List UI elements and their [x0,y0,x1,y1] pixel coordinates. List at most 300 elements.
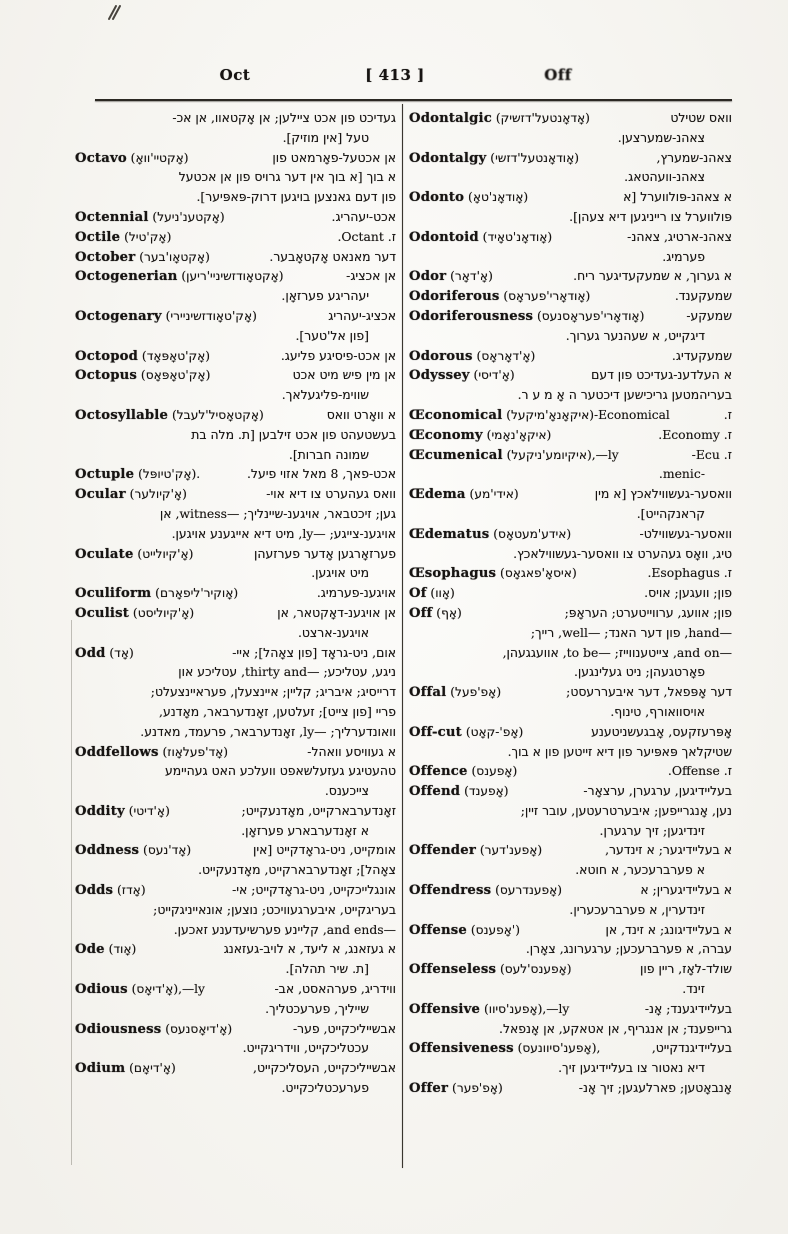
headword-group [409,959,571,979]
headword-text: Ode [75,942,105,958]
dictionary-entry [409,108,732,148]
dictionary-entry [409,880,732,920]
entry-first-line [409,108,732,128]
definition-text: ז. Octant. [337,228,396,244]
header-rule [95,99,732,101]
definition-line: בעשטעהט פון אכט זילבען [ת. מלה בת [191,426,396,442]
headword-text: Odiousness [75,1021,162,1037]
entry-first-line [75,840,396,860]
headword-group [75,266,284,286]
dictionary-entry [409,959,732,999]
headword-text: Offense [409,922,468,938]
definition-text: א געוויסע וואהל- [307,743,396,759]
dictionary-entry [75,939,396,979]
headword-text: Œcumenical [409,447,503,463]
definition-line: זינדערין, א פערברעכערין. [569,901,705,917]
dictionary-entry [75,464,396,484]
headword-group [75,583,238,603]
headword-text: Œdema [409,487,466,503]
headword-text: Odds [75,883,114,899]
entry-first-line [409,999,732,1019]
definition-line: גען; זיכטבאר, אויגענ-שיינליך; —witness, אן [159,505,396,521]
pronunciation-text: (אָקטאָודזשיניי'ריען) [177,269,284,284]
pronunciation-text: (אָקטענ'ניעל) [148,209,225,224]
definition-text: אכציג-יעהריג [328,307,396,323]
pronunciation-text: (אָד'נעס) [139,843,192,858]
pronunciation-text: (אָוו) [426,586,455,601]
headword-text: Off [409,605,433,621]
definition-text: אומקייט, ניט-גראָדקייט [אין [253,842,396,858]
pronunciation-text: (אָפענס'לעס) [496,962,572,977]
entry-first-line [409,148,732,168]
dictionary-entry [409,365,732,405]
pronunciation-text: (אָפענס') [467,922,520,937]
pronunciation-text: (אידי'מע) [465,487,519,502]
pronunciation-text: (אָפענד) [460,784,509,799]
headword-group [409,286,590,306]
dictionary-entry [409,524,732,564]
entry-first-line [409,524,732,544]
pronunciation-text: (אָק'טיל) [120,229,172,244]
definition-text: ז. [723,406,732,422]
headword-text: Ocular [75,487,126,503]
headword-group [409,148,579,168]
headword-text: Offenseless [409,962,497,978]
entry-first-line [75,544,396,564]
headword-group [409,524,571,544]
headword-text: Offender [409,843,476,859]
entry-first-line [409,266,732,286]
headword-text: Offend [409,784,461,800]
definition-line: צאהנ-וועהטאג. [624,169,705,185]
pronunciation-text: (איקאָנאָ'מיקעל)-Economical [502,407,670,422]
dictionary-entry [75,643,396,742]
headword-group [409,682,501,702]
definition-text: א בעליידיגונג; א זינד, אן [605,921,732,937]
definition-line: עכטליכקייט, ווידריגקייט. [242,1040,369,1056]
pronunciation-text: (אָד) [105,645,134,660]
entry-first-line [409,405,732,425]
headword-text: Œsophagus [409,566,497,582]
headword-text: Odonto [409,190,465,206]
definition-text: אבשייליכקייט, פער- [292,1020,396,1036]
entry-first-line [409,445,732,465]
headword-group [75,484,187,504]
headword-group [409,365,515,385]
entry-first-line [409,306,732,326]
entry-first-line [409,227,732,247]
dictionary-entry [409,682,732,722]
dictionary-entry [75,365,396,405]
column-right [409,108,732,1098]
definition-text: וואסער-געשווילט- [639,525,732,541]
entry-first-line [75,247,396,267]
headword-group [409,346,535,366]
headword-group [75,643,134,663]
definition-line: מיט אויגען. [311,565,369,581]
headword-group [409,306,644,326]
definition-text: צאהנ-ארטיג, צאהנ- [627,228,732,244]
headword-text: Oculate [75,546,134,562]
headword-text: Octavo [75,150,127,166]
guide-word-left: Oct [219,66,251,84]
entry-first-line [409,346,732,366]
definition-line: שווימ-פליגעלאך. [281,387,369,403]
dictionary-entry [409,286,732,306]
headword-text: Odious [75,982,128,998]
dictionary-entry [75,207,396,227]
definition-text: ווידריג, פערהאסט, אב- [274,981,396,997]
pronunciation-text: (אָ'קיוליסט) [129,605,195,620]
definition-line: זינד. [682,981,705,997]
definition-line: -menic. [658,466,705,482]
definition-text: ז. Offense. [667,763,732,779]
pronunciation-text: (אָודאָנ'טאָיד) [478,229,553,244]
definition-line: גרייפענד; אן אנגריף, אן אטאקע, אן אָנפאל. [499,1020,732,1036]
definition-text: זאָנדערבארקייט, מאָדנעקייט; [241,802,396,818]
headword-text: Offence [409,764,468,780]
headword-text: Oddity [75,803,125,819]
headword-text: Œdematus [409,526,490,542]
definition-text: אָפּרעזקעס, אָבגעשניטענע [591,723,732,739]
headword-text: Offensiveness [409,1041,514,1057]
entry-first-line [409,682,732,702]
definition-line: פאָרטגעהן; ניט געלינגען. [573,664,705,680]
dictionary-entry [409,563,732,583]
headword-text: Octile [75,229,121,245]
dictionary-entry [409,306,732,346]
headword-group [409,425,551,445]
dictionary-entry [75,840,396,880]
entry-first-line [75,742,396,762]
entry-first-line [75,365,396,385]
definition-text: אן מין פיש מיט אכט [292,367,396,383]
dictionary-entry [409,346,732,366]
pronunciation-text: (אָ'קיולער) [125,487,187,502]
entry-first-line [409,920,732,940]
headword-group [409,405,670,425]
pronunciation-text: (אָ'דאָר) [446,269,493,284]
entry-first-line [75,979,396,999]
definition-line: אויגענ-ארצט. [297,624,369,640]
dictionary-entry [75,346,396,366]
headword-group [75,603,194,623]
pronunciation-text: (אָף) [432,605,462,620]
headword-group [409,266,493,286]
dictionary-entry [75,979,396,1019]
definition-text: א געזאנג, א ליעד, א לויב-געזאנג [223,941,396,957]
definition-line: —and on, צייטענווייז; —to be, אוועגגעהן, [502,644,732,660]
dictionary-entry [75,247,396,267]
headword-group [409,445,619,465]
headword-text: Odontoid [409,229,479,245]
entry-first-line [409,761,732,781]
definition-text: אונגלייכקייט, ניט-גראָדקייט; אי- [232,882,396,898]
definition-text: געדיכט פון אכט ציילען; אן אָקטאוו, אן אכ- [172,110,396,125]
definition-line: צייכענס. [324,783,369,799]
dictionary-entry [75,405,396,464]
entry-first-line [75,148,396,168]
headword-text: Octogenary [75,308,162,324]
definition-text: אן אכטעל-פאָרמאט פון [272,149,396,165]
pronunciation-text: (אָקטאָסיל'לעבל) [168,407,264,422]
headword-text: Odoriferousness [409,308,534,324]
headword-text: Offal [409,685,447,701]
dictionary-entry [409,722,732,762]
entry-first-line [75,464,396,484]
dictionary-entry [75,148,396,207]
headword-group [75,365,210,385]
definition-text: פערזאָרגען אָדער פערזעהן [254,545,396,561]
pronunciation-text: (אָ'דיאָסנעס) [161,1021,233,1036]
entry-first-line [409,722,732,742]
definition-text: אכט-פאך, 8 מאל אזוי פיעל. [246,466,396,482]
headword-group [75,346,210,366]
dictionary-entry [409,405,732,425]
entry-first-line [75,108,396,128]
headword-group [409,563,577,583]
definition-text: אן אויגענ-דאָקטאר, אן [277,604,396,620]
definition-text: וואסער-געשווילאכץ [א מין [594,486,732,502]
definition-text: אָנבאָטען; פארלעגען; זיך אָנ- [578,1080,732,1096]
entry-first-line [75,603,396,623]
dictionary-entry [409,266,732,286]
dictionary-entry [409,920,732,960]
headword-group [409,1078,503,1098]
pronunciation-text: (אָד'פעלאָוז) [158,744,229,759]
definition-text: צאהנ-שמערץ, [656,149,732,165]
entry-first-line [75,643,396,663]
definition-line: [פון אל'טער]. [295,327,369,343]
definition-text: שמעקע- [686,307,732,323]
page-number: [ 413 ] [365,66,425,84]
definition-line: א זאָנדערבארע פערזאָן. [241,822,369,838]
dictionary-entry [75,266,396,306]
definition-line: צאָהל]; זאָנדערבארקייט, מאָדנעקייט. [198,862,396,878]
dictionary-entry [75,880,396,939]
headword-text: Oculiform [75,586,152,602]
pronunciation-text: (אָ'דיטי) [124,803,170,818]
pronunciation-text: (אָפ'פער) [448,1081,503,1096]
definition-text: א וואָרט וואס [326,406,396,422]
entry-first-line [75,583,396,603]
pronunciation-text: (אָ'דאָראָס) [472,348,536,363]
dictionary-entry [409,148,732,188]
pronunciation-text: (אָפענ'דער) [475,843,543,858]
headword-group [75,840,191,860]
headword-group [75,207,225,227]
headword-group [409,187,528,207]
definition-line: —hand, פון דער האנד; —well, רייך; [530,624,732,640]
definition-text: ז. Economy. [658,426,732,442]
dictionary-entry [409,227,732,267]
definition-text: דער אָפּפאל, דער איבעררעסט; [566,684,732,700]
definition-text: וואס געהערט צו דיא אוי- [266,486,396,502]
scan-smudge [71,620,72,1165]
definition-line: —and ends, קליינע פערשיעדענע זאכען. [173,921,396,937]
dictionary-entry [409,840,732,880]
dictionary-entry [75,227,396,247]
headword-group [75,544,193,564]
definition-text: פון; אוועג, ערווייטערט; העראָפּ; [564,604,732,620]
headword-text: Odontalgy [409,150,487,166]
pronunciation-text: (אָוד) [104,942,137,957]
headword-text: Odd [75,645,106,661]
dictionary-entry [75,108,396,148]
headword-group [409,920,520,940]
headword-text: Odium [75,1061,126,1077]
headword-text: Œconomy [409,427,483,443]
headword-group [409,603,462,623]
definition-line: טיג, וואָס געהערט צו וואסער-געשווילאכץ. [513,545,732,561]
entry-first-line [409,187,732,207]
definition-line: טהעטיגע געזעלשאפט וועלכע האט געהיימע [164,763,396,779]
entry-first-line [75,801,396,821]
headword-text: Odyssey [409,368,470,384]
headword-group [75,1019,232,1039]
headword-group [409,1038,600,1058]
definition-line: טעל [אין מוזיק]. [282,129,369,145]
dictionary-entry [75,306,396,346]
entry-first-line [75,1058,396,1078]
headword-text: Oddness [75,843,140,859]
dictionary-entry [409,445,732,485]
entry-first-line [409,840,732,860]
pronunciation-text: (אָדז) [113,883,146,898]
dictionary-entry [409,781,732,840]
headword-text: Offensive [409,1001,481,1017]
headword-text: Octosyllable [75,407,169,423]
definition-line: פון דעם גאנצען בויגען דרוק-פּאפּיער]. [196,189,396,205]
entry-first-line [409,603,732,623]
pronunciation-text: (אָוקיר'ליפאָרם) [151,586,239,601]
entry-first-line [75,939,396,959]
headword-text: Octopus [75,368,138,384]
headword-text: Oculist [75,605,130,621]
headword-text: Octogenerian [75,269,178,285]
definition-line: אויסוואורף, טינוף. [610,703,705,719]
definition-line: א פערברעכער, א חוטא. [575,862,705,878]
headword-text: Octopod [75,348,139,364]
definition-text: בעליידיגען, ערגערן, ערצאָר- [583,783,732,799]
entry-first-line [75,306,396,326]
pronunciation-text: (אָקטיי'וואָ) [126,150,189,165]
entry-first-line [75,207,396,227]
definition-line: א בוך [א בוך אין דער גרויס פון אן אכטעל [178,169,396,185]
definition-line: זינדיגען; זיך ערגערן. [599,822,705,838]
headword-group [409,880,562,900]
headword-group [409,781,509,801]
headword-text: Œconomical [409,407,503,423]
headword-group [75,880,146,900]
definition-text: א העלדענ-געדיכט פון דעם [591,367,732,383]
definition-line: שטיקלאך פּאפּיער פון דיא זייטען פון א בוך. [507,743,732,759]
guide-word-right: Off [544,66,572,84]
headword-group [409,484,519,504]
definition-line: שייליך, פערעכטליך. [265,1000,369,1016]
pronunciation-text: (אָפענדרעס) [491,883,562,898]
definition-text: שמעקענד. [674,288,732,304]
definition-line: פּולווערל צו רייניגען דיא צעהן]. [569,208,732,224]
dictionary-entry [75,742,396,801]
pronunciation-text: (אָפ'-קאָט) [461,724,524,739]
headword-text: October [75,249,136,265]
headword-group [409,108,590,128]
entry-first-line [75,405,396,425]
headword-group [75,227,171,247]
definition-line: אויגענ-צייגע; —ly, מיט דיא אייגענע אויגען. [171,525,396,541]
definition-line: שמונה חברות]. [288,446,369,462]
pronunciation-text: (אָודאָרי'פעראָס) [499,289,591,304]
definition-line: צאהנ-שמערצען. [617,129,705,145]
entry-first-line [75,484,396,504]
dictionary-entry [409,583,732,603]
entry-first-line [409,959,732,979]
definition-line: בעריגקייט, איבערגעוויכט; נוצען; אונאייניגקייט; [153,901,396,917]
headword-group [75,148,189,168]
pronunciation-text: (איקאָ'נאָמי) [482,427,552,442]
column-left [75,108,396,1098]
pronunciation-text: (אָ'דיאָם) [125,1061,176,1076]
entry-first-line [409,1078,732,1098]
headword-text: Octennial [75,209,149,225]
headword-text: Offer [409,1081,449,1097]
dictionary-entry [75,603,396,643]
definition-text: א גערוך, א שמעקעדיגער ריח. [573,268,732,284]
pronunciation-text: (אָודאָנ'טאָ) [464,190,529,205]
headword-group [409,761,517,781]
dictionary-entry [75,484,396,543]
headword-group [409,583,455,603]
definition-text: שולד-לאָז, ריין פון [640,961,732,977]
dictionary-entry [409,1078,732,1098]
definition-line: דרייסיג; איבריג; קליין; איינצעלן, פעראיינצעלט; [150,684,396,700]
entry-first-line [75,1019,396,1039]
headword-group [409,999,569,1019]
headword-group [409,722,523,742]
definition-line: עברה, א פערברעכען; ערגערונג, צאָרן. [525,941,732,957]
pronunciation-text: (אָפענ'סיוונעס), [513,1041,601,1056]
dictionary-entry [409,999,732,1039]
dictionary-entry [409,425,732,445]
pronunciation-text: (אָק'טאָפּאָד) [138,348,211,363]
headword-text: Odoriferous [409,289,500,305]
dictionary-entry [409,484,732,524]
definition-text: אבשייליכקייט, העסליכקייט, [253,1060,396,1076]
dictionary-entry [75,544,396,584]
definition-text: אן אכט-פיסיגע פליעג. [280,347,396,363]
entry-first-line [409,484,732,504]
entry-first-line [75,266,396,286]
entry-first-line [409,1038,732,1058]
pronunciation-text: (אָק'טאָפּאָס) [137,368,211,383]
definition-text: א בעליידיגער; א זינדער, [605,842,732,858]
pronunciation-text: (אָ'דיאָס),—ly [127,982,205,997]
dictionary-entry [75,801,396,841]
definition-line: בעריהמטען גריכישען דיכטער ה אָ מ ע ר. [517,387,732,403]
pronunciation-text: (אָק'טאָודזשיניירי) [161,308,257,323]
pen-mark-icon [106,3,122,25]
headword-group [75,306,257,326]
dictionary-entry [75,1019,396,1059]
pronunciation-text: (אָקטאָו'בער) [135,249,210,264]
pronunciation-text: (אָ'דיסי) [469,368,515,383]
definition-text: בעליידיגענד; אָנ- [644,1000,732,1016]
pronunciation-text: (אָודאָנטעל'דזשי) [486,150,580,165]
headword-group [75,1058,176,1078]
headword-text: Of [409,586,427,602]
entry-first-line [409,286,732,306]
